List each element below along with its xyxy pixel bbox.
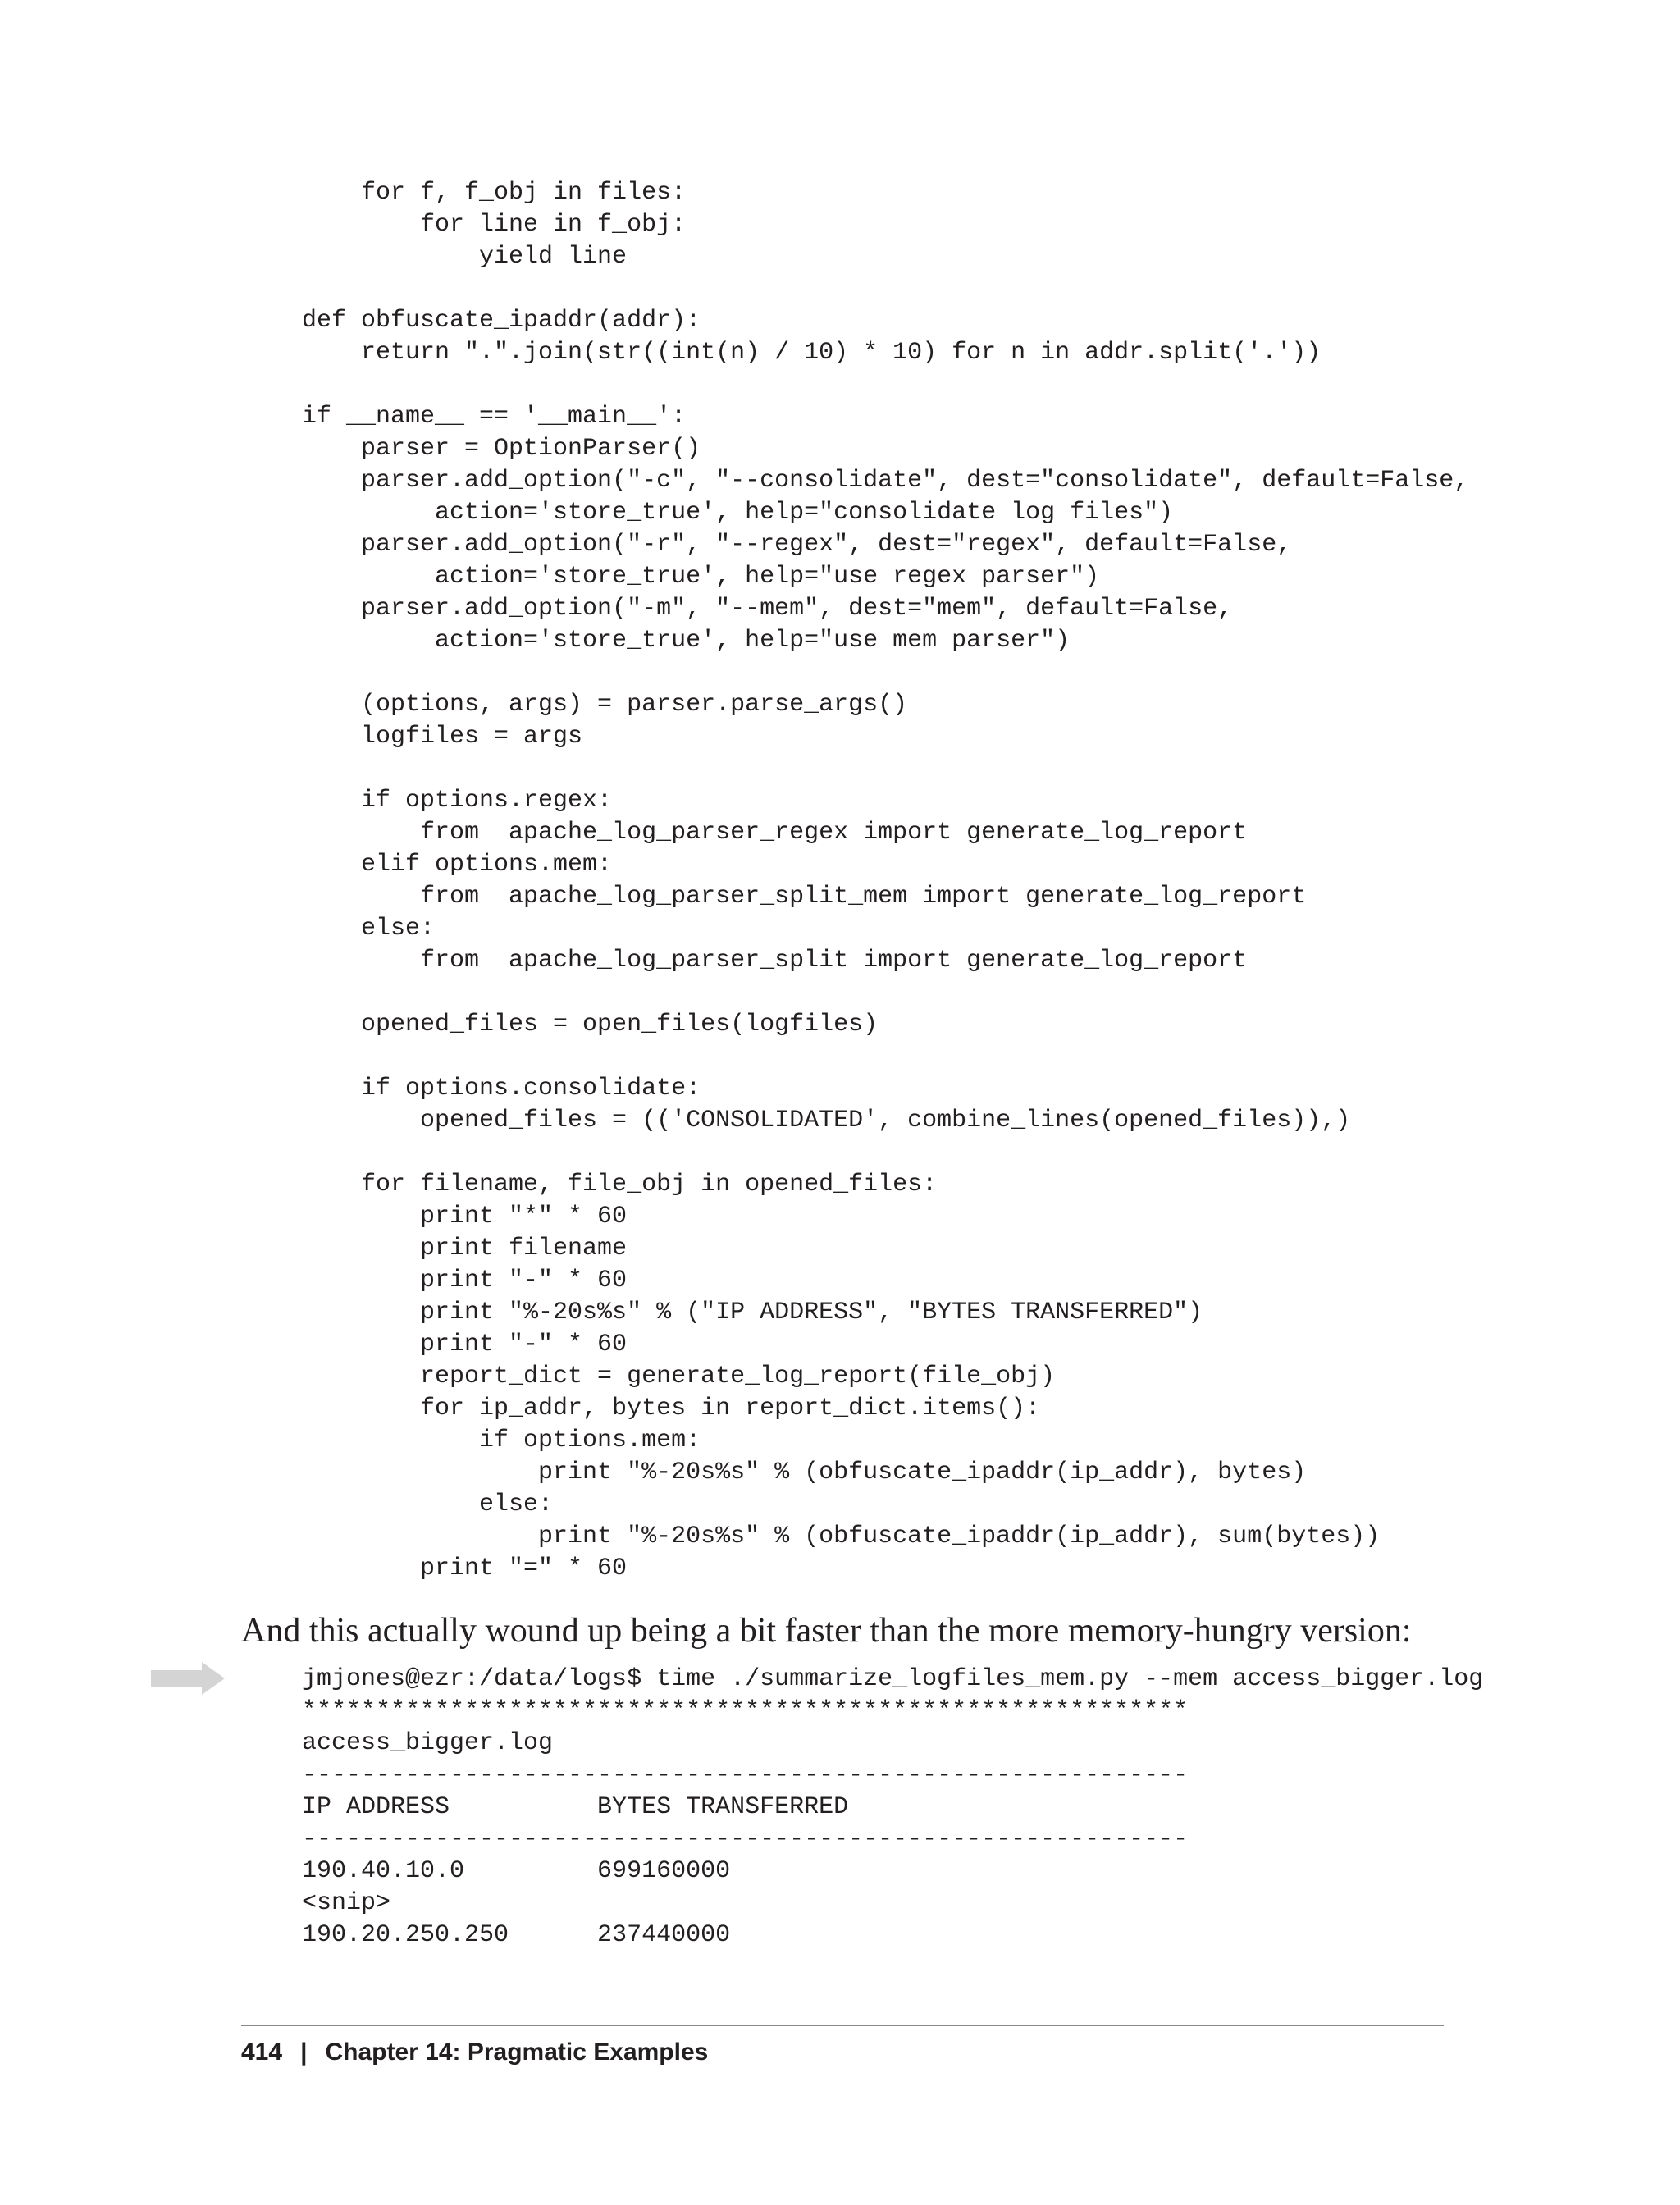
code-line: yield line xyxy=(302,243,628,271)
code-line: elif options.mem: xyxy=(302,851,613,879)
code-line: for line in f_obj: xyxy=(302,211,687,239)
code-line xyxy=(302,977,1468,1009)
code-line: print "-" * 60 xyxy=(302,1331,628,1358)
code-line xyxy=(302,1041,1468,1073)
terminal-line: access_bigger.log xyxy=(302,1729,554,1757)
code-line: parser.add_option("-r", "--regex", dest="regex", default=False, xyxy=(302,531,1292,559)
terminal-line: ------------------------------------------------------------ xyxy=(302,1761,1189,1789)
right-arrow-icon xyxy=(151,1662,225,1695)
page-number: 414 xyxy=(241,2038,283,2066)
code-line: for f, f_obj in files: xyxy=(302,179,687,207)
code-line: action='store_true', help="consolidate log files") xyxy=(302,499,1174,527)
code-line: logfiles = args xyxy=(302,723,583,751)
code-line: (options, args) = parser.parse_args() xyxy=(302,691,908,719)
code-line: from apache_log_parser_split import generate_log_report xyxy=(302,947,1248,975)
code-line xyxy=(302,1137,1468,1169)
code-line: opened_files = open_files(logfiles) xyxy=(302,1011,879,1039)
chapter-title: Chapter 14: Pragmatic Examples xyxy=(325,2038,709,2066)
page-footer xyxy=(241,2034,708,2070)
code-line: print "=" * 60 xyxy=(302,1554,628,1582)
code-line: if options.consolidate: xyxy=(302,1075,701,1102)
code-line xyxy=(302,369,1468,401)
terminal-line: ------------------------------------------------------------ xyxy=(302,1825,1189,1853)
terminal-line: 190.20.250.250 237440000 xyxy=(302,1921,731,1949)
code-line: from apache_log_parser_split_mem import generate_log_report xyxy=(302,883,1307,911)
code-line: else: xyxy=(302,915,436,943)
code-line: for filename, file_obj in opened_files: xyxy=(302,1171,938,1198)
footer-separator: | xyxy=(300,2038,308,2066)
code-line: print "%-20s%s" % (obfuscate_ipaddr(ip_addr), bytes) xyxy=(302,1459,1307,1486)
terminal-line: ************************************************************ xyxy=(302,1697,1189,1725)
code-line: return ".".join(str((int(n) / 10) * 10) for n in addr.split('.')) xyxy=(302,339,1322,367)
code-line: from apache_log_parser_regex import generate_log_report xyxy=(302,819,1248,847)
code-line xyxy=(302,657,1468,689)
footer-rule xyxy=(241,2025,1444,2026)
code-line: opened_files = (('CONSOLIDATED', combine_lines(opened_files)),) xyxy=(302,1107,1351,1134)
code-line: def obfuscate_ipaddr(addr): xyxy=(302,307,701,335)
code-line: parser = OptionParser() xyxy=(302,435,701,463)
code-line: print "*" * 60 xyxy=(302,1203,628,1230)
terminal-line: 190.40.10.0 699160000 xyxy=(302,1857,731,1885)
code-line: print "-" * 60 xyxy=(302,1267,628,1294)
code-line: report_dict = generate_log_report(file_obj) xyxy=(302,1363,1056,1390)
code-line xyxy=(302,273,1468,305)
code-line: for ip_addr, bytes in report_dict.items(): xyxy=(302,1395,1041,1422)
code-line: if options.regex: xyxy=(302,787,613,815)
code-line: print "%-20s%s" % ("IP ADDRESS", "BYTES TRANSFERRED") xyxy=(302,1299,1203,1326)
code-listing-main xyxy=(302,177,1468,1585)
terminal-line: jmjones@ezr:/data/logs$ time ./summarize_logfiles_mem.py --mem access_bigger.log xyxy=(302,1665,1484,1693)
terminal-line: IP ADDRESS BYTES TRANSFERRED xyxy=(302,1793,849,1821)
code-line: parser.add_option("-m", "--mem", dest="mem", default=False, xyxy=(302,595,1233,623)
code-line: if options.mem: xyxy=(302,1427,701,1454)
code-line: if __name__ == '__main__': xyxy=(302,403,687,431)
code-line: print "%-20s%s" % (obfuscate_ipaddr(ip_addr), sum(bytes)) xyxy=(302,1522,1381,1550)
code-line: parser.add_option("-c", "--consolidate", dest="consolidate", default=False, xyxy=(302,467,1469,495)
code-line: else: xyxy=(302,1491,554,1518)
code-line xyxy=(302,753,1468,785)
code-line: action='store_true', help="use regex parser") xyxy=(302,563,1100,591)
code-line: print filename xyxy=(302,1235,628,1262)
body-paragraph: And this actually wound up being a bit faster than the more memory-hungry version: xyxy=(241,1612,1412,1650)
terminal-line: <snip> xyxy=(302,1889,391,1917)
code-line: action='store_true', help="use mem parser") xyxy=(302,627,1071,655)
terminal-output-listing xyxy=(302,1664,1483,1952)
